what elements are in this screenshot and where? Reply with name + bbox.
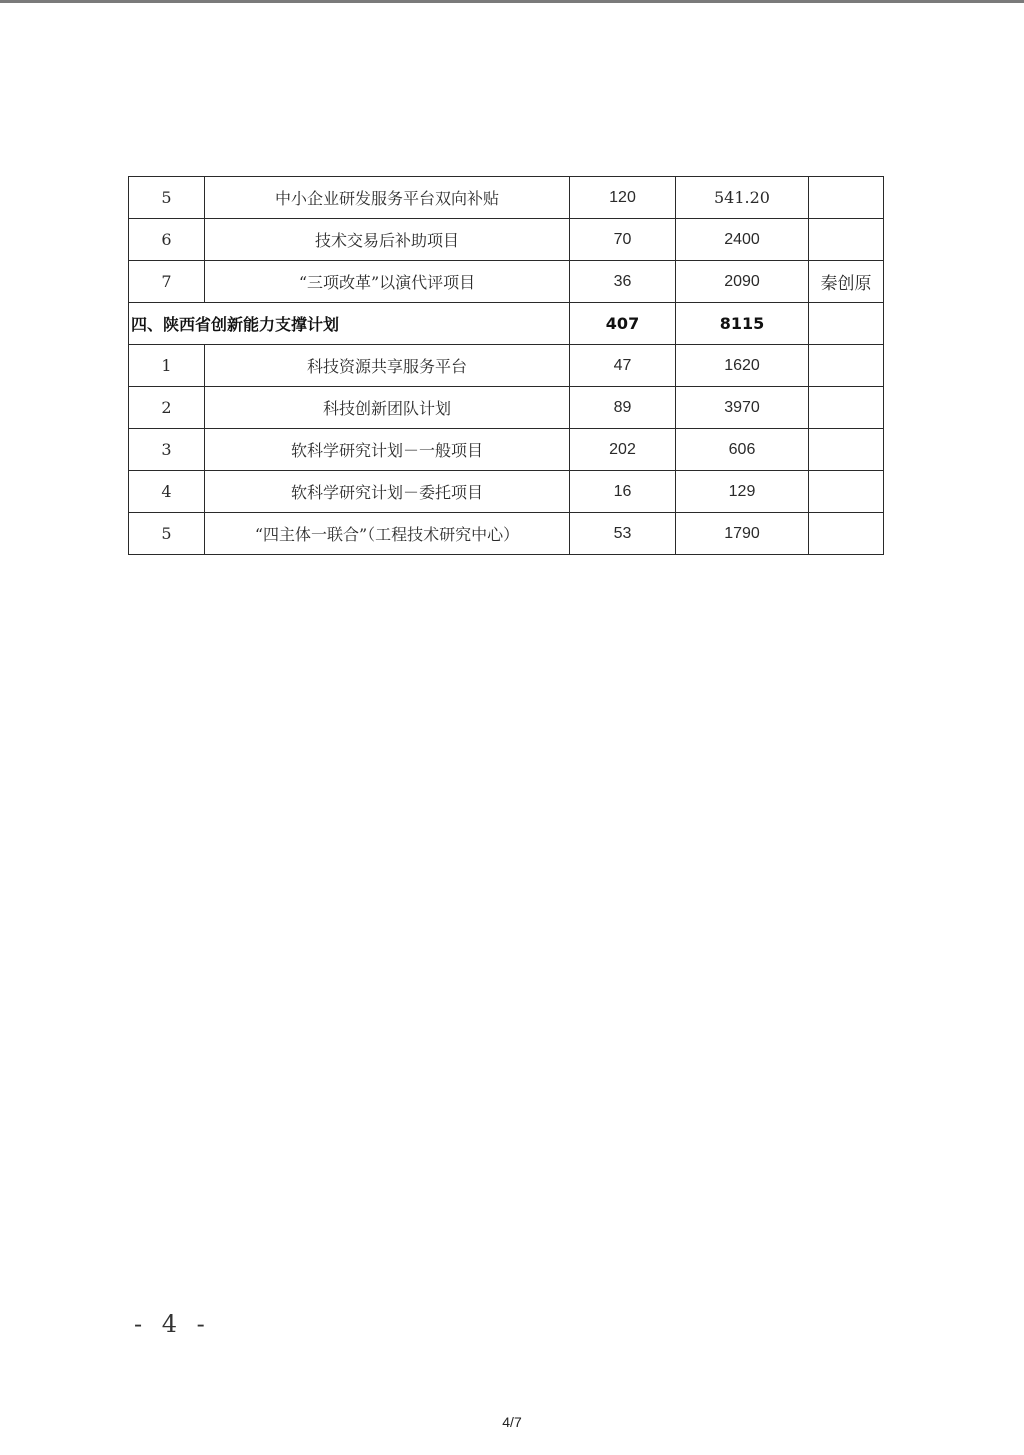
project-name: 软科学研究计划－一般项目 xyxy=(205,429,570,471)
project-remark xyxy=(809,387,884,429)
project-name: 科技创新团队计划 xyxy=(205,387,570,429)
table-row xyxy=(129,177,884,219)
project-remark xyxy=(809,429,884,471)
project-name: “三项改革”以演代评项目 xyxy=(205,261,570,303)
project-count: 70 xyxy=(570,219,676,261)
funding-table xyxy=(128,176,884,555)
row-number: 7 xyxy=(129,261,205,303)
section-amount: 8115 xyxy=(676,303,809,345)
project-remark xyxy=(809,219,884,261)
section-row xyxy=(129,303,884,345)
project-name: 中小企业研发服务平台双向补贴 xyxy=(205,177,570,219)
project-amount: 1790 xyxy=(676,513,809,555)
project-count: 47 xyxy=(570,345,676,387)
project-name: 软科学研究计划－委托项目 xyxy=(205,471,570,513)
project-remark: 秦创原 xyxy=(809,261,884,303)
table-row xyxy=(129,429,884,471)
section-title: 四、陕西省创新能力支撑计划 xyxy=(129,303,570,345)
project-count: 36 xyxy=(570,261,676,303)
project-count: 89 xyxy=(570,387,676,429)
row-number: 1 xyxy=(129,345,205,387)
project-amount: 129 xyxy=(676,471,809,513)
project-remark xyxy=(809,513,884,555)
project-amount: 606 xyxy=(676,429,809,471)
project-name: 科技资源共享服务平台 xyxy=(205,345,570,387)
project-count: 120 xyxy=(570,177,676,219)
project-amount: 541.20 xyxy=(676,177,809,219)
section-count: 407 xyxy=(570,303,676,345)
row-number: 5 xyxy=(129,513,205,555)
project-count: 202 xyxy=(570,429,676,471)
table-row xyxy=(129,471,884,513)
project-remark xyxy=(809,345,884,387)
project-amount: 1620 xyxy=(676,345,809,387)
project-amount: 2090 xyxy=(676,261,809,303)
row-number: 5 xyxy=(129,177,205,219)
project-amount: 2400 xyxy=(676,219,809,261)
section-remark xyxy=(809,303,884,345)
project-name: 技术交易后补助项目 xyxy=(205,219,570,261)
row-number: 4 xyxy=(129,471,205,513)
scan-top-edge xyxy=(0,0,1024,3)
page-counter: 4/7 xyxy=(502,1414,522,1430)
row-number: 6 xyxy=(129,219,205,261)
table-row xyxy=(129,513,884,555)
table-row xyxy=(129,261,884,303)
table-row xyxy=(129,387,884,429)
project-name: “四主体一联合”（工程技术研究中心） xyxy=(205,513,570,555)
table-row xyxy=(129,219,884,261)
project-amount: 3970 xyxy=(676,387,809,429)
project-remark xyxy=(809,177,884,219)
project-funding-table xyxy=(128,176,884,555)
project-remark xyxy=(809,471,884,513)
row-number: 3 xyxy=(129,429,205,471)
project-count: 16 xyxy=(570,471,676,513)
page-number: - 4 - xyxy=(134,1310,211,1338)
project-count: 53 xyxy=(570,513,676,555)
row-number: 2 xyxy=(129,387,205,429)
table-row xyxy=(129,345,884,387)
